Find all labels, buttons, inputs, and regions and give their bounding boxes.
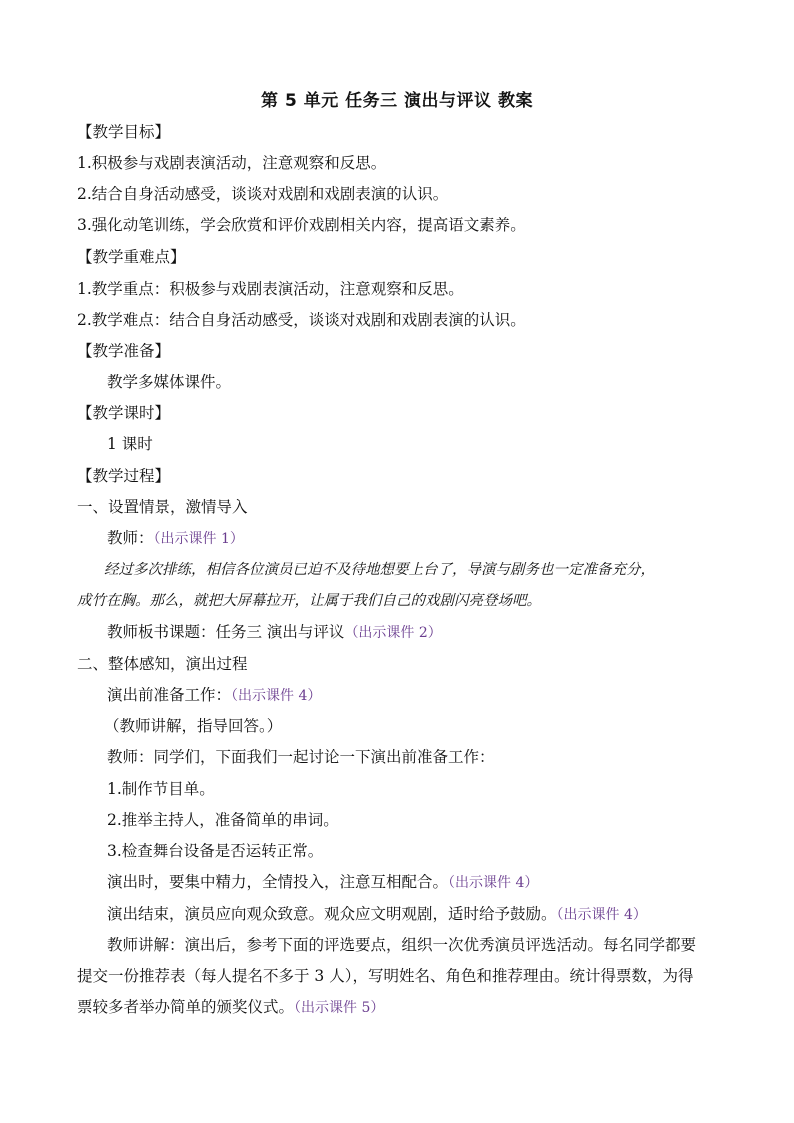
hours-header: 【教学课时】 xyxy=(77,404,171,422)
step-item: 3.检查舞台设备是否运转正常。 xyxy=(107,842,324,860)
courseware-ref: （出示课件 5） xyxy=(294,1000,385,1016)
courseware-ref: （出示课件 1） xyxy=(153,531,244,547)
teacher-intro-line xyxy=(107,528,757,549)
explain-paragraph-line: 提交一份推荐表（每人提名不多于 3 人），写明姓名、角色和推荐理由。统计得票数，为得 xyxy=(77,967,694,985)
during-line xyxy=(107,872,757,893)
during-text: 演出时，要集中精力，全情投入，注意互相配合。 xyxy=(107,873,449,891)
guide-text: （教师讲解，指导回答。） xyxy=(104,717,283,735)
board-text: 教师板书课题：任务三 演出与评议 xyxy=(107,623,345,641)
part1-title: 一、设置情景，激情导入 xyxy=(77,498,248,516)
courseware-ref: （出示课件 4） xyxy=(556,907,647,923)
end-text: 演出结束，演员应向观众致意。观众应文明观剧，适时给予鼓励。 xyxy=(107,905,557,923)
end-line xyxy=(107,904,757,925)
prep-header: 【教学准备】 xyxy=(77,342,171,360)
step-item: 2.推举主持人，准备简单的串词。 xyxy=(107,811,339,829)
explain-text: 票较多者举办简单的颁奖仪式。 xyxy=(77,998,295,1016)
goal-item: 3.强化动笔训练，学会欣赏和评价戏剧相关内容，提高语文素养。 xyxy=(77,216,526,234)
hours-text: 1 课时 xyxy=(107,435,153,453)
prep-text: 教学多媒体课件。 xyxy=(107,373,232,391)
key-point-item: 1.教学重点：积极参与戏剧表演活动，注意观察和反思。 xyxy=(77,280,464,298)
key-point-item: 2.教学难点：结合自身活动感受，谈谈对戏剧和戏剧表演的认识。 xyxy=(77,311,526,329)
discuss-text: 教师：同学们，下面我们一起讨论一下演出前准备工作： xyxy=(107,748,495,766)
pre-work-text: 演出前准备工作： xyxy=(107,686,232,704)
process-header: 【教学过程】 xyxy=(77,467,171,485)
page-title: 第 5 单元 任务三 演出与评议 教案 xyxy=(261,91,533,111)
goal-item: 2.结合自身活动感受，谈谈对戏剧和戏剧表演的认识。 xyxy=(77,185,449,203)
courseware-ref: （出示课件 4） xyxy=(231,688,322,704)
explain-last-line xyxy=(77,997,727,1018)
board-title-line xyxy=(107,622,757,643)
part2-title: 二、整体感知，演出过程 xyxy=(77,655,248,673)
intro-paragraph-line: 经过多次排练，相信各位演员已迫不及待地想要上台了，导演与剧务也一定准备充分， xyxy=(104,562,655,578)
teacher-label: 教师： xyxy=(107,529,154,547)
pre-work-line xyxy=(107,685,757,706)
goal-item: 1.积极参与戏剧表演活动，注意观察和反思。 xyxy=(77,154,387,172)
goals-header: 【教学目标】 xyxy=(77,123,171,141)
courseware-ref: （出示课件 4） xyxy=(448,875,539,891)
intro-paragraph-line: 成竹在胸。那么，就把大屏幕拉开，让属于我们自己的戏剧闪亮登场吧。 xyxy=(77,593,541,609)
step-item: 1.制作节目单。 xyxy=(107,780,215,798)
explain-paragraph-line: 教师讲解：演出后，参考下面的评选要点，组织一次优秀演员评选活动。每名同学都要 xyxy=(107,936,697,954)
key-points-header: 【教学重难点】 xyxy=(77,248,186,266)
courseware-ref: （出示课件 2） xyxy=(344,625,442,641)
